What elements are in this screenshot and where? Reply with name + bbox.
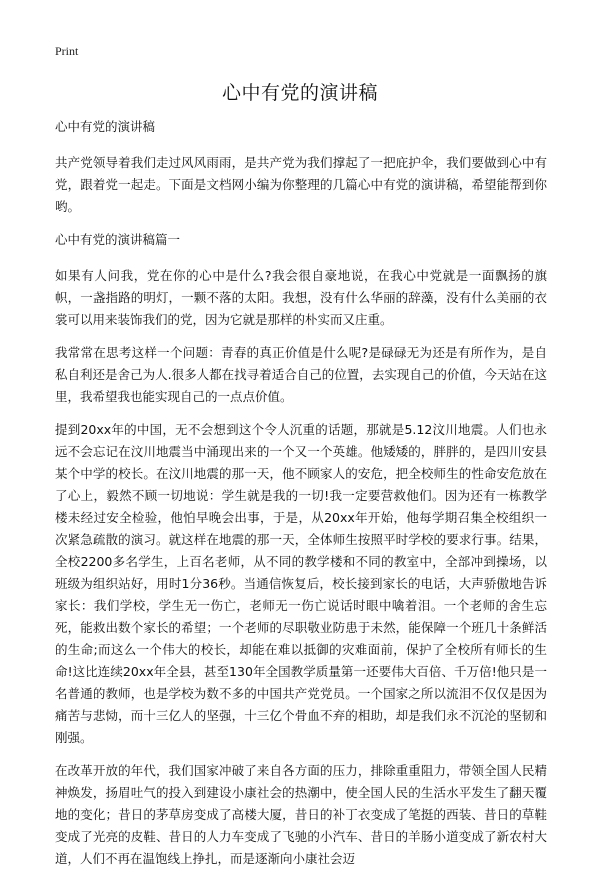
document-subtitle: 心中有党的演讲稿 [55, 119, 156, 134]
body-paragraph: 提到20xx年的中国，无不会想到这个令人沉重的话题，那就是5.12汶川地震。人们也永远不会忘记在汶川地震当中涌现出来的一个又一个英雄。他矮矮的，胖胖的，是四川安县某个中学的校长。在汶川地震的那一天，他不顾家人的安危，把全校师生的性命安危放在了心上，毅然不顾一切地说：学生就是我的一切!我一定要营救他们。因为还有一栋教学楼未经过安全检验，他怕早晚会出事，于是，从20xx年开始，他每学期召集全校组织一次紧急疏散的演习。就这样在地震的那一天，全体师生按照平时学校的要求行事。结果，全校2200多名学生，上百名老师，从不同的教学楼和不同的教室中，全部冲到操场，以班级为组织站好，用时1分36秒。当通信恢复后，校长接到家长的电话，大声骄傲地告诉家长：我们学校，学生无一伤亡，老师无一伤亡说话时眼中噙着泪。一个老师的舍生忘死，能救出数个家长的希望；一个老师的尽职敬业防患于未然，能保障一个班几十条鲜活的生命;而这么一个伟大的校长，却能在难以抵御的灾难面前，保护了全校所有师长的生命!这比连续20xx年全县，甚至130年全国教学质量第一还要伟大百倍、千万倍!他只是一名普通的教师，也是学校为数不多的中国共产党党员。一个国家之所以流泪不仅仅是因为痛苦与悲恸，而十三亿人的坚强，十三亿个骨血不弃的相助，却是我们永不沉沦的坚韧和刚强。 [55, 422, 547, 745]
print-link[interactable]: Print [55, 44, 79, 58]
body-paragraph: 在改革开放的年代，我们国家冲破了来自各方面的压力，排除重重阻力，带领全国人民精神焕发，扬眉吐气的投入到建设小康社会的热潮中，使全国人民的生活水平发生了翻天覆地的变化；昔日的茅草房变成了高楼大厦，昔日的补丁衣变成了笔挺的西装、昔日的草鞋变成了光亮的皮鞋、昔日的人力车变成了飞驰的小汽车、昔日的羊肠小道变成了新农村大道，人们不再在温饱线上挣扎，而是逐渐向小康社会迈 [55, 763, 547, 866]
intro-paragraph: 共产党领导着我们走过风风雨雨，是共产党为我们撑起了一把庇护伞，我们要做到心中有党，跟着党一起走。下面是文档网小编为你整理的几篇心中有党的演讲稿，希望能帮到你哟。 [55, 155, 547, 214]
page-title: 心中有党的演讲稿 [221, 82, 378, 104]
body-paragraph: 我常常在思考这样一个问题：青春的真正价值是什么呢?是碌碌无为还是有所作为，是自私自利还是舍己为人.很多人都在找寻着适合自己的位置，去实现自己的价值，今天站在这里，我希望我也能实现自己的一点点价值。 [55, 345, 547, 404]
body-paragraph: 如果有人问我，党在你的心中是什么?我会很自豪地说，在我心中党就是一面飘扬的旗帜，一盏指路的明灯，一颗不落的太阳。我想，没有什么华丽的辞藻，没有什么美丽的衣裳可以用来装饰我们的党，因为它就是那样的朴实而又庄重。 [55, 268, 547, 327]
section-heading: 心中有党的演讲稿篇一 [55, 232, 181, 247]
document-body [55, 116, 547, 881]
